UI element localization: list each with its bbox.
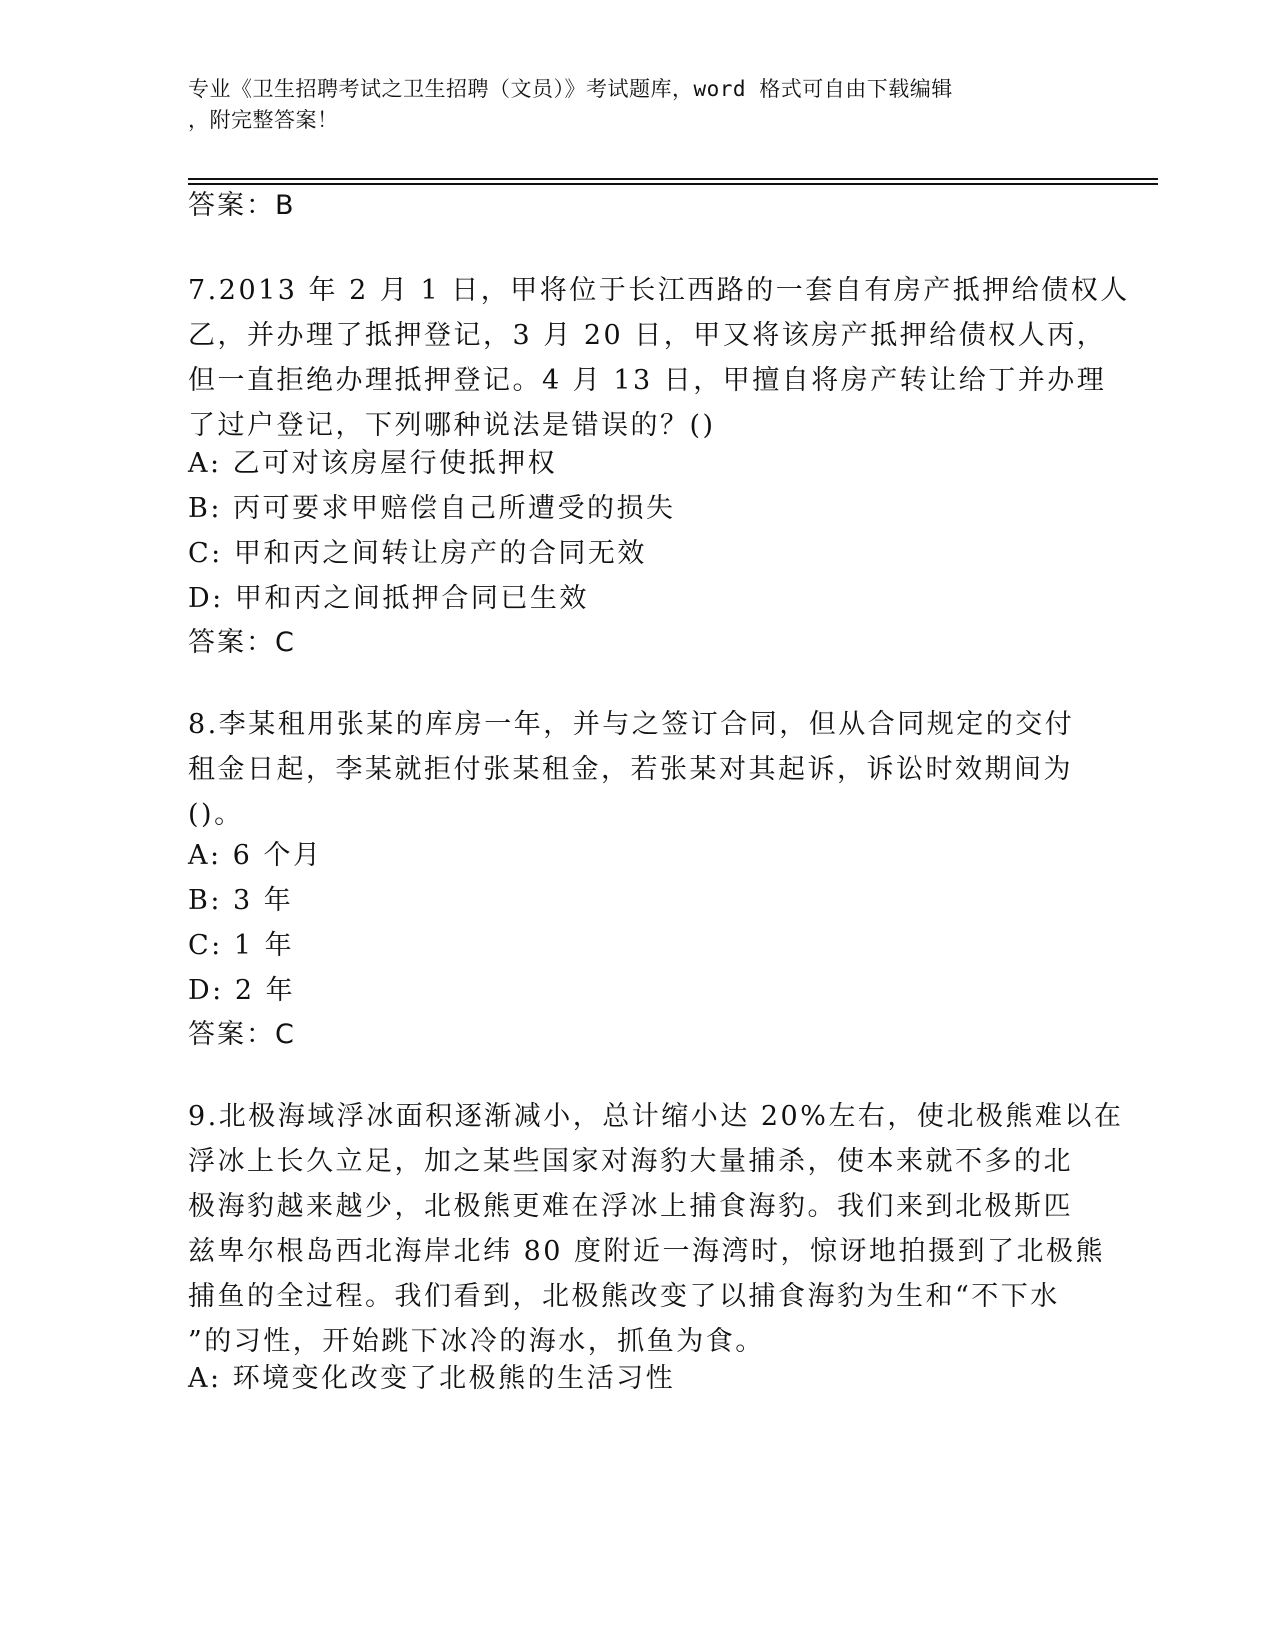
document-header [188, 74, 1088, 136]
question-line: ()。 [188, 799, 244, 830]
header-rule-bottom [188, 183, 1158, 185]
question-line: 8.李某租用张某的库房一年，并与之签订合同，但从合同规定的交付 [188, 709, 1075, 740]
question-9 [188, 1094, 1124, 1364]
option-d: D: 甲和丙之间抵押合同已生效 [188, 583, 589, 614]
option-a: A: 乙可对该房屋行使抵押权 [188, 448, 558, 479]
question-7 [188, 268, 1130, 448]
option-c: C: 1 年 [188, 930, 295, 961]
question-line: ”的习性，开始跳下冰冷的海水，抓鱼为食。 [188, 1326, 765, 1357]
options-q7 [188, 441, 676, 621]
question-line: 乙，并办理了抵押登记，3 月 20 日，甲又将该房产抵押给债权人丙， [188, 320, 1107, 351]
header-line-2: ，附完整答案！ [188, 108, 339, 132]
option-a: A: 环境变化改变了北极熊的生活习性 [188, 1363, 676, 1394]
question-line: 但一直拒绝办理抵押登记。4 月 13 日，甲擅自将房产转让给丁并办理 [188, 365, 1107, 396]
question-line: 7.2013 年 2 月 1 日，甲将位于长江西路的一套自有房产抵押给债权人 [188, 275, 1130, 306]
question-line: 了过户登记，下列哪种说法是错误的？() [188, 410, 716, 441]
option-b: B: 丙可要求甲赔偿自己所遭受的损失 [188, 493, 676, 524]
question-line: 9.北极海域浮冰面积逐渐减小，总计缩小达 20%左右，使北极熊难以在 [188, 1101, 1124, 1132]
header-rule-top [188, 178, 1158, 180]
options-q8 [188, 833, 322, 1013]
answer-q7: 答案：C [188, 627, 296, 658]
question-line: 浮冰上长久立足，加之某些国家对海豹大量捕杀，使本来就不多的北 [188, 1146, 1073, 1177]
question-line: 兹卑尔根岛西北海岸北纬 80 度附近一海湾时，惊讶地拍摄到了北极熊 [188, 1236, 1106, 1267]
options-q9 [188, 1356, 675, 1401]
option-b: B: 3 年 [188, 885, 294, 916]
question-8 [188, 702, 1088, 837]
option-d: D: 2 年 [188, 975, 296, 1006]
option-a: A: 6 个月 [188, 840, 323, 871]
question-line: 捕鱼的全过程。我们看到，北极熊改变了以捕食海豹为生和“不下水 [188, 1281, 1060, 1312]
answer-q6: 答案：B [188, 190, 296, 221]
question-line: 租金日起，李某就拒付张某租金，若张某对其起诉，诉讼时效期间为 [188, 754, 1073, 785]
header-line-1: 专业《卫生招聘考试之卫生招聘（文员）》考试题库，word 格式可自由下载编辑 [188, 77, 953, 101]
question-line: 极海豹越来越少，北极熊更难在浮冰上捕食海豹。我们来到北极斯匹 [188, 1191, 1073, 1222]
answer-q8: 答案：C [188, 1019, 296, 1050]
option-c: C: 甲和丙之间转让房产的合同无效 [188, 538, 647, 569]
